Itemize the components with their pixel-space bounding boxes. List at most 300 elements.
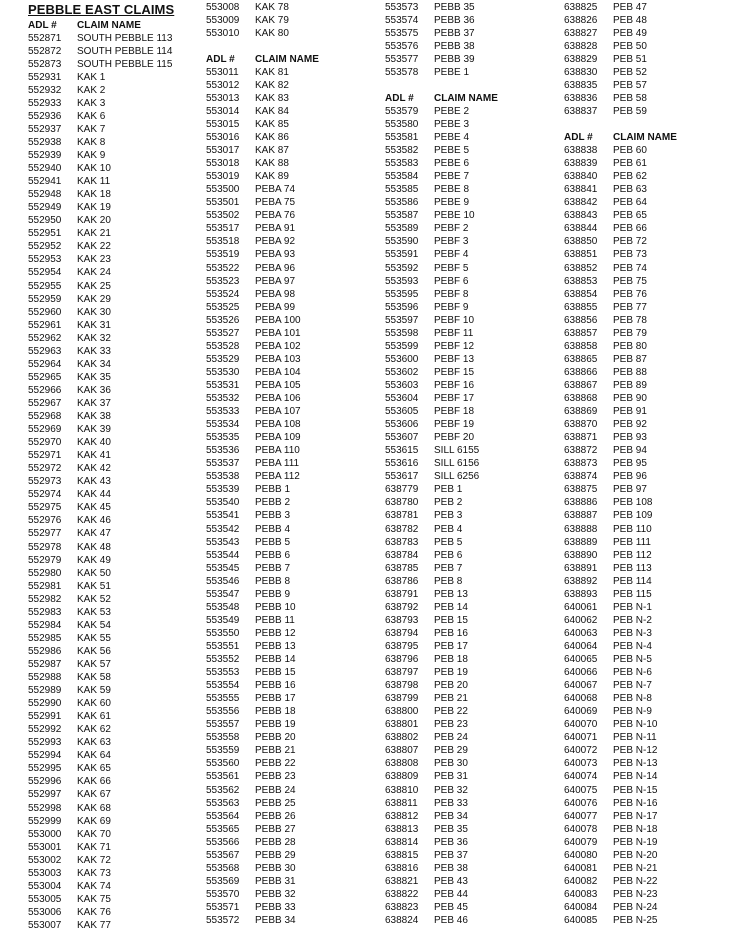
adl-number: 638799 <box>385 693 419 705</box>
adl-number: 640077 <box>564 810 598 822</box>
claim-name: PEB 29 <box>434 745 468 757</box>
adl-number: 553617 <box>385 471 419 483</box>
claim-name: PEB N-9 <box>613 706 652 718</box>
adl-number: 638871 <box>564 432 598 444</box>
claim-name: KAK 1 <box>77 71 106 83</box>
adl-number: 553575 <box>385 27 419 39</box>
claim-name: PEBA 96 <box>255 262 296 274</box>
adl-number: 552968 <box>28 411 62 422</box>
claim-name: PEB N-3 <box>613 627 652 639</box>
claim-name: PEB N-10 <box>613 719 658 731</box>
claim-name: KAK 51 <box>77 580 111 592</box>
claim-name: PEBA 108 <box>255 419 301 431</box>
claim-name: PEB 33 <box>434 797 468 809</box>
claim-name: KAK 44 <box>77 489 111 501</box>
claim-name: PEB N-19 <box>613 836 658 848</box>
claim-name: PEBB 20 <box>255 732 296 744</box>
adl-number: 552962 <box>28 332 62 344</box>
adl-number: 553570 <box>206 888 240 900</box>
adl-number: 553018 <box>206 158 240 170</box>
claim-name: PEBB 7 <box>255 562 291 574</box>
adl-number: 553501 <box>206 197 240 209</box>
claim-name: PEBB 23 <box>255 771 296 783</box>
adl-number: 552966 <box>28 384 62 396</box>
claim-name: PEB 19 <box>434 667 468 679</box>
adl-number: 553603 <box>385 379 419 391</box>
claim-name: PEBA 103 <box>255 353 301 365</box>
claim-name: PEBF 16 <box>434 379 475 391</box>
claim-name: KAK 50 <box>77 567 111 579</box>
adl-number: 553002 <box>28 854 62 866</box>
adl-number: 640082 <box>564 875 598 887</box>
claim-name: KAK 18 <box>77 189 111 201</box>
claim-name: PEB N-14 <box>613 771 658 783</box>
claim-name: PEB 111 <box>613 536 651 548</box>
claim-name: PEB 90 <box>613 393 647 404</box>
adl-number: 553533 <box>206 406 240 418</box>
claim-name: KAK 48 <box>77 541 111 553</box>
adl-number: 638841 <box>564 184 598 196</box>
claim-name: PEBB 12 <box>255 627 296 639</box>
claim-name: KAK 35 <box>77 371 111 383</box>
claim-name: PEBA 75 <box>255 197 296 209</box>
adl-number: 553559 <box>206 745 240 757</box>
claim-name: PEB 78 <box>613 314 647 326</box>
claim-name: PEB 15 <box>434 614 468 626</box>
adl-number: 553545 <box>206 562 240 574</box>
adl-number: 640072 <box>564 745 598 757</box>
claim-name: PEB N-11 <box>613 732 657 744</box>
claim-name: KAK 86 <box>255 132 289 143</box>
adl-number: 638855 <box>564 301 598 313</box>
adl-number: 552967 <box>28 397 62 409</box>
adl-number: 638835 <box>564 79 598 91</box>
claim-name: PEB 89 <box>613 379 647 391</box>
adl-number: 553574 <box>385 14 419 26</box>
claim-name: PEBA 92 <box>255 236 296 248</box>
adl-number: 553572 <box>206 915 240 926</box>
adl-number: 552988 <box>28 672 62 683</box>
adl-number: 553525 <box>206 301 240 313</box>
adl-number: 552959 <box>28 293 62 305</box>
adl-number: 552997 <box>28 789 62 801</box>
adl-number: 638811 <box>385 797 418 809</box>
claim-name: PEB 96 <box>613 471 647 483</box>
document-title: PEBBLE EAST CLAIMS <box>28 2 175 17</box>
adl-number: 638865 <box>564 353 598 365</box>
adl-number: 638816 <box>385 862 419 874</box>
claim-name: KAK 73 <box>77 867 111 879</box>
adl-number: 553546 <box>206 575 240 587</box>
claim-name: PEB 62 <box>613 171 647 183</box>
claim-name: PEBF 12 <box>434 340 475 352</box>
adl-number: 638795 <box>385 640 419 652</box>
claim-name: PEB N-15 <box>613 784 658 796</box>
claim-name: PEB 13 <box>434 588 468 600</box>
adl-number: 640078 <box>564 823 598 835</box>
adl-number: 553531 <box>206 379 240 391</box>
adl-number: 553007 <box>28 919 62 931</box>
claim-name: PEBB 19 <box>255 719 296 731</box>
claim-name: PEB 45 <box>434 901 468 913</box>
adl-number: 640066 <box>564 667 598 679</box>
adl-number: 553579 <box>385 105 419 117</box>
adl-number: 553536 <box>206 445 240 457</box>
adl-number: 553583 <box>385 158 419 170</box>
adl-number: 552969 <box>28 424 62 436</box>
claim-name: PEB 64 <box>613 197 647 209</box>
claim-name: PEB 73 <box>613 249 647 261</box>
adl-number: 640076 <box>564 797 598 809</box>
adl-number: 638872 <box>564 445 598 457</box>
claim-name: PEBB 15 <box>255 667 296 679</box>
claim-name: PEB 49 <box>613 27 647 39</box>
adl-number: 552971 <box>28 450 62 462</box>
claim-name-header: CLAIM NAME <box>255 53 319 65</box>
adl-number: 638791 <box>385 588 419 600</box>
adl-number: 553589 <box>385 223 419 235</box>
claim-name: PEB 1 <box>434 484 463 496</box>
adl-number: 553593 <box>385 275 419 287</box>
claim-name: PEBB 25 <box>255 797 296 809</box>
adl-number: 553587 <box>385 210 419 222</box>
adl-number: 553563 <box>206 797 240 809</box>
claim-name: PEB 5 <box>434 536 463 548</box>
adl-number: 638824 <box>385 915 419 926</box>
adl-number: 552953 <box>28 254 62 266</box>
adl-number: 638815 <box>385 849 419 861</box>
claim-name: PEB 6 <box>434 549 463 561</box>
claim-name: PEBB 28 <box>255 836 296 848</box>
adl-number: 638829 <box>564 53 598 65</box>
adl-number: 552991 <box>28 711 62 723</box>
claim-name: KAK 6 <box>77 110 106 122</box>
claim-name: KAK 69 <box>77 815 111 827</box>
adl-number: 552995 <box>28 763 62 775</box>
claim-name: PEBB 38 <box>434 40 475 52</box>
claim-name: KAK 52 <box>77 593 111 605</box>
adl-number: 552979 <box>28 554 62 566</box>
claim-name: PEB 3 <box>434 510 463 522</box>
claim-name: KAK 42 <box>77 463 111 475</box>
adl-number: 553565 <box>206 823 240 835</box>
claim-name: PEBB 16 <box>255 680 296 692</box>
claim-name: PEBA 105 <box>255 379 301 391</box>
claim-name: KAK 61 <box>77 711 111 723</box>
adl-number: 553564 <box>206 810 240 822</box>
adl-number: 553542 <box>206 523 240 535</box>
adl-number: 552961 <box>28 319 62 331</box>
claim-name: PEB 51 <box>613 53 647 65</box>
adl-number: 553011 <box>206 66 239 78</box>
adl-number: 553561 <box>206 771 240 783</box>
adl-header: ADL # <box>385 92 414 104</box>
claim-name: PEB 46 <box>434 915 468 926</box>
adl-number: 553551 <box>206 640 240 652</box>
claim-name: PEBA 74 <box>255 184 296 196</box>
claim-name: KAK 87 <box>255 145 289 157</box>
claim-name: KAK 29 <box>77 293 111 305</box>
claim-name: PEB N-13 <box>613 758 658 770</box>
claim-name: PEBF 13 <box>434 353 475 365</box>
claim-name: PEBF 18 <box>434 406 475 418</box>
claim-name: PEB N-25 <box>613 915 658 926</box>
adl-number: 638886 <box>564 497 598 509</box>
adl-number: 638796 <box>385 654 419 665</box>
adl-number: 640074 <box>564 771 598 783</box>
claim-name: PEBE 2 <box>434 105 470 117</box>
claim-name: PEBB 34 <box>255 915 296 926</box>
adl-number: 640083 <box>564 888 598 900</box>
adl-number: 553012 <box>206 79 240 91</box>
claim-name: PEBE 9 <box>434 197 470 209</box>
claim-name: PEB 108 <box>613 497 653 509</box>
adl-number: 638888 <box>564 523 598 535</box>
claim-name: KAK 32 <box>77 332 111 344</box>
claim-name: PEBE 5 <box>434 145 470 157</box>
claim-name: KAK 39 <box>77 424 111 436</box>
claim-name: PEB 8 <box>434 575 463 587</box>
adl-number: 552970 <box>28 437 62 449</box>
adl-number: 638794 <box>385 627 419 639</box>
claim-name: PEBE 4 <box>434 132 470 143</box>
claim-name: PEBF 20 <box>434 432 475 444</box>
claim-name: PEBB 30 <box>255 862 296 874</box>
adl-number: 552949 <box>28 202 62 214</box>
adl-number: 638843 <box>564 210 598 222</box>
claim-name: PEB 97 <box>613 484 647 496</box>
adl-number: 640061 <box>564 601 598 613</box>
adl-number: 553519 <box>206 249 240 261</box>
adl-number: 552980 <box>28 567 62 579</box>
adl-number: 638821 <box>385 875 419 887</box>
claim-name: PEB N-12 <box>613 745 658 757</box>
claim-name: KAK 54 <box>77 619 111 631</box>
claim-name: KAK 57 <box>77 658 111 670</box>
adl-number: 638780 <box>385 497 419 509</box>
claim-name: PEBB 36 <box>434 14 475 26</box>
adl-number: 552998 <box>28 802 62 814</box>
adl-number: 638868 <box>564 393 598 404</box>
claim-name: PEBE 6 <box>434 158 470 170</box>
adl-number: 640080 <box>564 849 598 861</box>
adl-number: 638779 <box>385 484 419 496</box>
adl-number: 552950 <box>28 215 62 227</box>
adl-number: 638892 <box>564 575 598 587</box>
adl-number: 638838 <box>564 145 598 157</box>
claim-name: PEB 50 <box>613 40 647 52</box>
claim-name: KAK 65 <box>77 763 111 775</box>
adl-number: 638822 <box>385 888 419 900</box>
adl-number: 553573 <box>385 1 419 13</box>
adl-number: 553547 <box>206 588 240 600</box>
adl-number: 553560 <box>206 758 240 770</box>
claim-name: PEB 47 <box>613 1 647 13</box>
adl-number: 553567 <box>206 849 240 861</box>
claim-name: PEB N-18 <box>613 823 658 835</box>
claim-name: PEB 20 <box>434 680 468 692</box>
adl-number: 638857 <box>564 327 598 339</box>
adl-number: 552937 <box>28 123 62 135</box>
claim-name: SILL 6155 <box>434 445 480 457</box>
claim-name: PEBA 76 <box>255 210 296 222</box>
adl-number: 553562 <box>206 784 240 796</box>
claim-name: PEB 74 <box>613 262 647 274</box>
adl-number: 638783 <box>385 536 419 548</box>
claim-name: PEBB 22 <box>255 758 296 770</box>
adl-number: 640062 <box>564 614 598 626</box>
adl-number: 553523 <box>206 275 240 287</box>
claim-name: PEB N-8 <box>613 693 652 705</box>
adl-number: 638867 <box>564 379 598 391</box>
claim-name: PEB 52 <box>613 66 647 78</box>
claim-name: PEB 16 <box>434 627 468 639</box>
adl-number: 553600 <box>385 353 419 365</box>
adl-number: 553596 <box>385 301 419 313</box>
claim-name: KAK 33 <box>77 345 111 357</box>
claim-name: KAK 63 <box>77 737 111 749</box>
adl-number: 552964 <box>28 358 62 370</box>
claim-name: PEBB 32 <box>255 888 296 900</box>
claim-name: PEB N-24 <box>613 901 658 913</box>
adl-number: 553605 <box>385 406 419 418</box>
claim-name: PEBA 104 <box>255 366 301 378</box>
adl-number: 553518 <box>206 236 240 248</box>
adl-number: 552940 <box>28 163 62 175</box>
claim-name: PEBA 91 <box>255 223 296 235</box>
adl-number: 640071 <box>564 732 598 744</box>
claim-name: KAK 37 <box>77 397 111 409</box>
adl-number: 552932 <box>28 84 62 96</box>
adl-number: 638893 <box>564 588 598 600</box>
adl-number: 553008 <box>206 1 240 13</box>
claim-name: KAK 43 <box>77 476 111 488</box>
adl-number: 552983 <box>28 606 62 618</box>
claim-name: PEBF 9 <box>434 301 469 313</box>
adl-number: 553538 <box>206 471 240 483</box>
claim-name: KAK 24 <box>77 267 111 279</box>
claim-name: KAK 85 <box>255 118 289 130</box>
claim-name: KAK 76 <box>77 906 111 918</box>
claim-name: PEB 38 <box>434 862 468 874</box>
adl-number: 553585 <box>385 184 419 196</box>
claim-name: PEBB 24 <box>255 784 296 796</box>
adl-number: 553558 <box>206 732 240 744</box>
claim-name: PEBB 14 <box>255 654 296 665</box>
adl-number: 553616 <box>385 458 419 470</box>
claim-name: PEBF 15 <box>434 366 475 378</box>
claim-name: KAK 11 <box>77 176 111 188</box>
claim-name: PEB 7 <box>434 562 463 574</box>
adl-number: 552977 <box>28 528 62 540</box>
claim-name: PEB N-5 <box>613 654 652 665</box>
adl-number: 638826 <box>564 14 598 26</box>
claim-name: PEB N-2 <box>613 614 652 626</box>
claim-name: PEB 110 <box>613 523 652 535</box>
claim-name: KAK 60 <box>77 698 111 710</box>
adl-number: 638870 <box>564 419 598 431</box>
claim-name: PEBA 109 <box>255 432 301 444</box>
claim-name: PEB 66 <box>613 223 647 235</box>
adl-number: 552872 <box>28 45 62 57</box>
claim-name: PEBB 2 <box>255 497 291 509</box>
adl-number: 640069 <box>564 706 598 718</box>
claim-name: KAK 74 <box>77 880 111 892</box>
adl-number: 638810 <box>385 784 419 796</box>
adl-number: 552989 <box>28 685 62 697</box>
adl-number: 553015 <box>206 118 240 130</box>
adl-number: 638808 <box>385 758 419 770</box>
claim-name: PEBB 17 <box>255 693 296 705</box>
adl-number: 553590 <box>385 236 419 248</box>
claim-name: PEB 79 <box>613 327 647 339</box>
claim-name: KAK 67 <box>77 789 111 801</box>
adl-number: 553548 <box>206 601 240 613</box>
claim-name: PEBB 18 <box>255 706 296 718</box>
adl-number: 553578 <box>385 66 419 78</box>
adl-number: 638842 <box>564 197 598 209</box>
adl-number: 552993 <box>28 737 62 749</box>
adl-number: 553550 <box>206 627 240 639</box>
adl-number: 553517 <box>206 223 240 235</box>
adl-number: 553566 <box>206 836 240 848</box>
claim-name: PEB 112 <box>613 549 652 561</box>
claim-name: PEBF 5 <box>434 262 469 274</box>
claim-name: PEBA 99 <box>255 301 296 313</box>
claim-name: PEBA 97 <box>255 275 296 287</box>
adl-number: 638797 <box>385 667 419 679</box>
adl-number: 638850 <box>564 236 598 248</box>
adl-number: 553580 <box>385 118 419 130</box>
claim-name: PEBA 100 <box>255 314 301 326</box>
claim-name: KAK 25 <box>77 280 111 292</box>
claim-name: PEBF 3 <box>434 236 469 248</box>
claim-name: KAK 22 <box>77 241 111 253</box>
adl-number: 638786 <box>385 575 419 587</box>
adl-number: 553016 <box>206 132 240 143</box>
claim-name: PEBF 4 <box>434 249 469 261</box>
claim-name: KAK 9 <box>77 150 106 161</box>
claim-name: KAK 55 <box>77 632 111 644</box>
claim-name: PEBB 3 <box>255 510 291 522</box>
claim-name: PEB 87 <box>613 353 647 365</box>
claim-name: PEB 23 <box>434 719 468 731</box>
claim-name: PEB 77 <box>613 301 647 313</box>
adl-number: 638866 <box>564 366 598 378</box>
claim-name: KAK 46 <box>77 515 111 527</box>
claim-name: PEBB 1 <box>255 484 291 496</box>
adl-number: 553568 <box>206 862 240 874</box>
claim-name: KAK 40 <box>77 437 111 449</box>
adl-number: 553543 <box>206 536 240 548</box>
claim-name: KAK 88 <box>255 158 289 170</box>
adl-number: 553526 <box>206 314 240 326</box>
claim-name: KAK 89 <box>255 171 289 183</box>
claim-name: PEB 14 <box>434 601 468 613</box>
adl-number: 553577 <box>385 53 419 65</box>
adl-number: 553569 <box>206 875 240 887</box>
adl-number: 640085 <box>564 915 598 926</box>
adl-number: 640068 <box>564 693 598 705</box>
claim-name: KAK 83 <box>255 92 289 104</box>
claim-name: PEB 115 <box>613 588 652 600</box>
claim-name: PEB 75 <box>613 275 647 287</box>
adl-number: 553552 <box>206 654 240 665</box>
claim-name: PEB 37 <box>434 849 468 861</box>
adl-number: 640081 <box>564 862 598 874</box>
claim-name: PEBB 31 <box>255 875 296 887</box>
adl-number: 638837 <box>564 105 598 117</box>
